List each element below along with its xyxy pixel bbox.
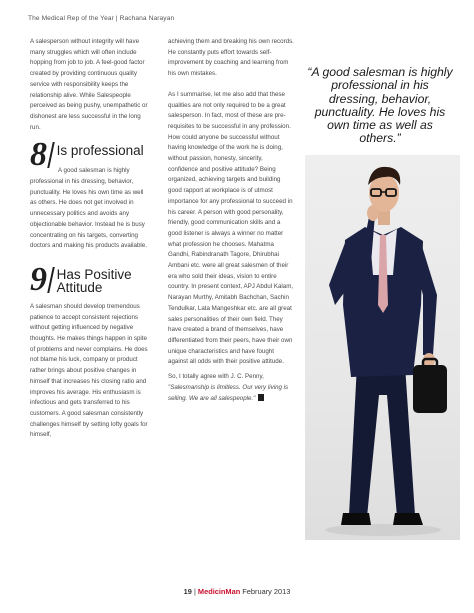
issue-date: February 2013 [242,587,291,596]
page-footer [0,587,474,596]
section-9-paragraph: A salesman should develop tremendous patience to accept consistent rejections without getting influenced by negative thoughts. He makes things happen in spite of problems and never complains. He does not blame his luck, company or product rather brings about positive changes in himself that increases his closing ratio and improves his average. His enthusiasm is infectious and gets transferred to his customers. A good salesman consistently challenges himself by setting lofty goals for himself, [30,302,148,439]
column-2-paragraph-3 [168,372,294,404]
salesman-illustration [305,155,460,540]
magazine-brand: MedicinMan [197,587,241,596]
closing-quote: "Salesmanship is limitless. Our very living is selling. We are all salespeople." [168,383,289,402]
column-2-paragraph-2: As I summarise, let me also add that these qualities are not only required to be a great salesperson. In fact, most of these are pre-requisites to be successful in any profession. How could anyone be successful without having knowledge of the work he is doing, without passion, honesty, sincerity, confidence and positive attitude? Being organized, achieving targets and building good rapport at workplace is of utmost importance for any professional to succeed in his career. A person with good personality, friendly, good communication skills and a good listener is always a winner no matter what profession he chooses. Mahatma Gandhi, Rabindranath Tagore, Dhirubhai Ambani etc. were all great salesmen of their era who sold their ideas, vision to entire country. In present context, APJ Abdul Kalam, Narayan Murthy, Amitabh Bachchan, Sachin Tendulkar, Lata Mangeshkar etc. are all great sales personalities of their own field. They have created a brand of themselves, have differentiated from their peers, have their own unique characteristics and have fought against all odds with their positive attitude. [168,90,294,366]
heading-divider [47,142,54,168]
column-1 [30,37,148,441]
end-mark-icon [258,394,264,401]
section-9-number: 9 [30,260,47,298]
running-head: The Medical Rep of the Year | Rachana Narayan [28,15,175,22]
closing-lead: So, I totally agree with J. C. Penny, [168,373,264,381]
pull-quote: “A good salesman is highly professional in his dressing, behavior, punctuality. He loves his own time as well as others.” [307,65,453,146]
footer-separator: | [193,587,196,596]
section-8-heading [30,136,148,174]
heading-divider [47,267,54,293]
section-9-heading [30,260,148,298]
section-8-number: 8 [30,136,47,174]
page-number: 19 [183,587,192,596]
section-9-title: Has Positive Attitude [56,266,132,295]
salesman-photo [305,155,460,540]
intro-paragraph: A salesperson without integrity will have many struggles which will often include hopping from job to job. A feel-good factor created by providing continuous quality service with responsibility keeps the relationship alive. While Salespeople perceived as being pushy, unempathetic or dishonest are less successful in the long run. [30,38,148,131]
column-2-paragraph-1: achieving them and breaking his own records. He constantly puts effort towards self-improvement by coaching and learning from his own mistakes. [168,38,294,78]
column-2 [168,37,294,404]
section-8-title: Is professional [56,143,144,159]
section-8-paragraph: A good salesman is highly professional in his dressing, behavior, punctuality. He loves his own time as well as others. He does not get involved in unnecessary politics and avoids any objectionable behavior. Instead he is busy concentrating on his targets, converting doctors and making his products available. [30,167,147,250]
